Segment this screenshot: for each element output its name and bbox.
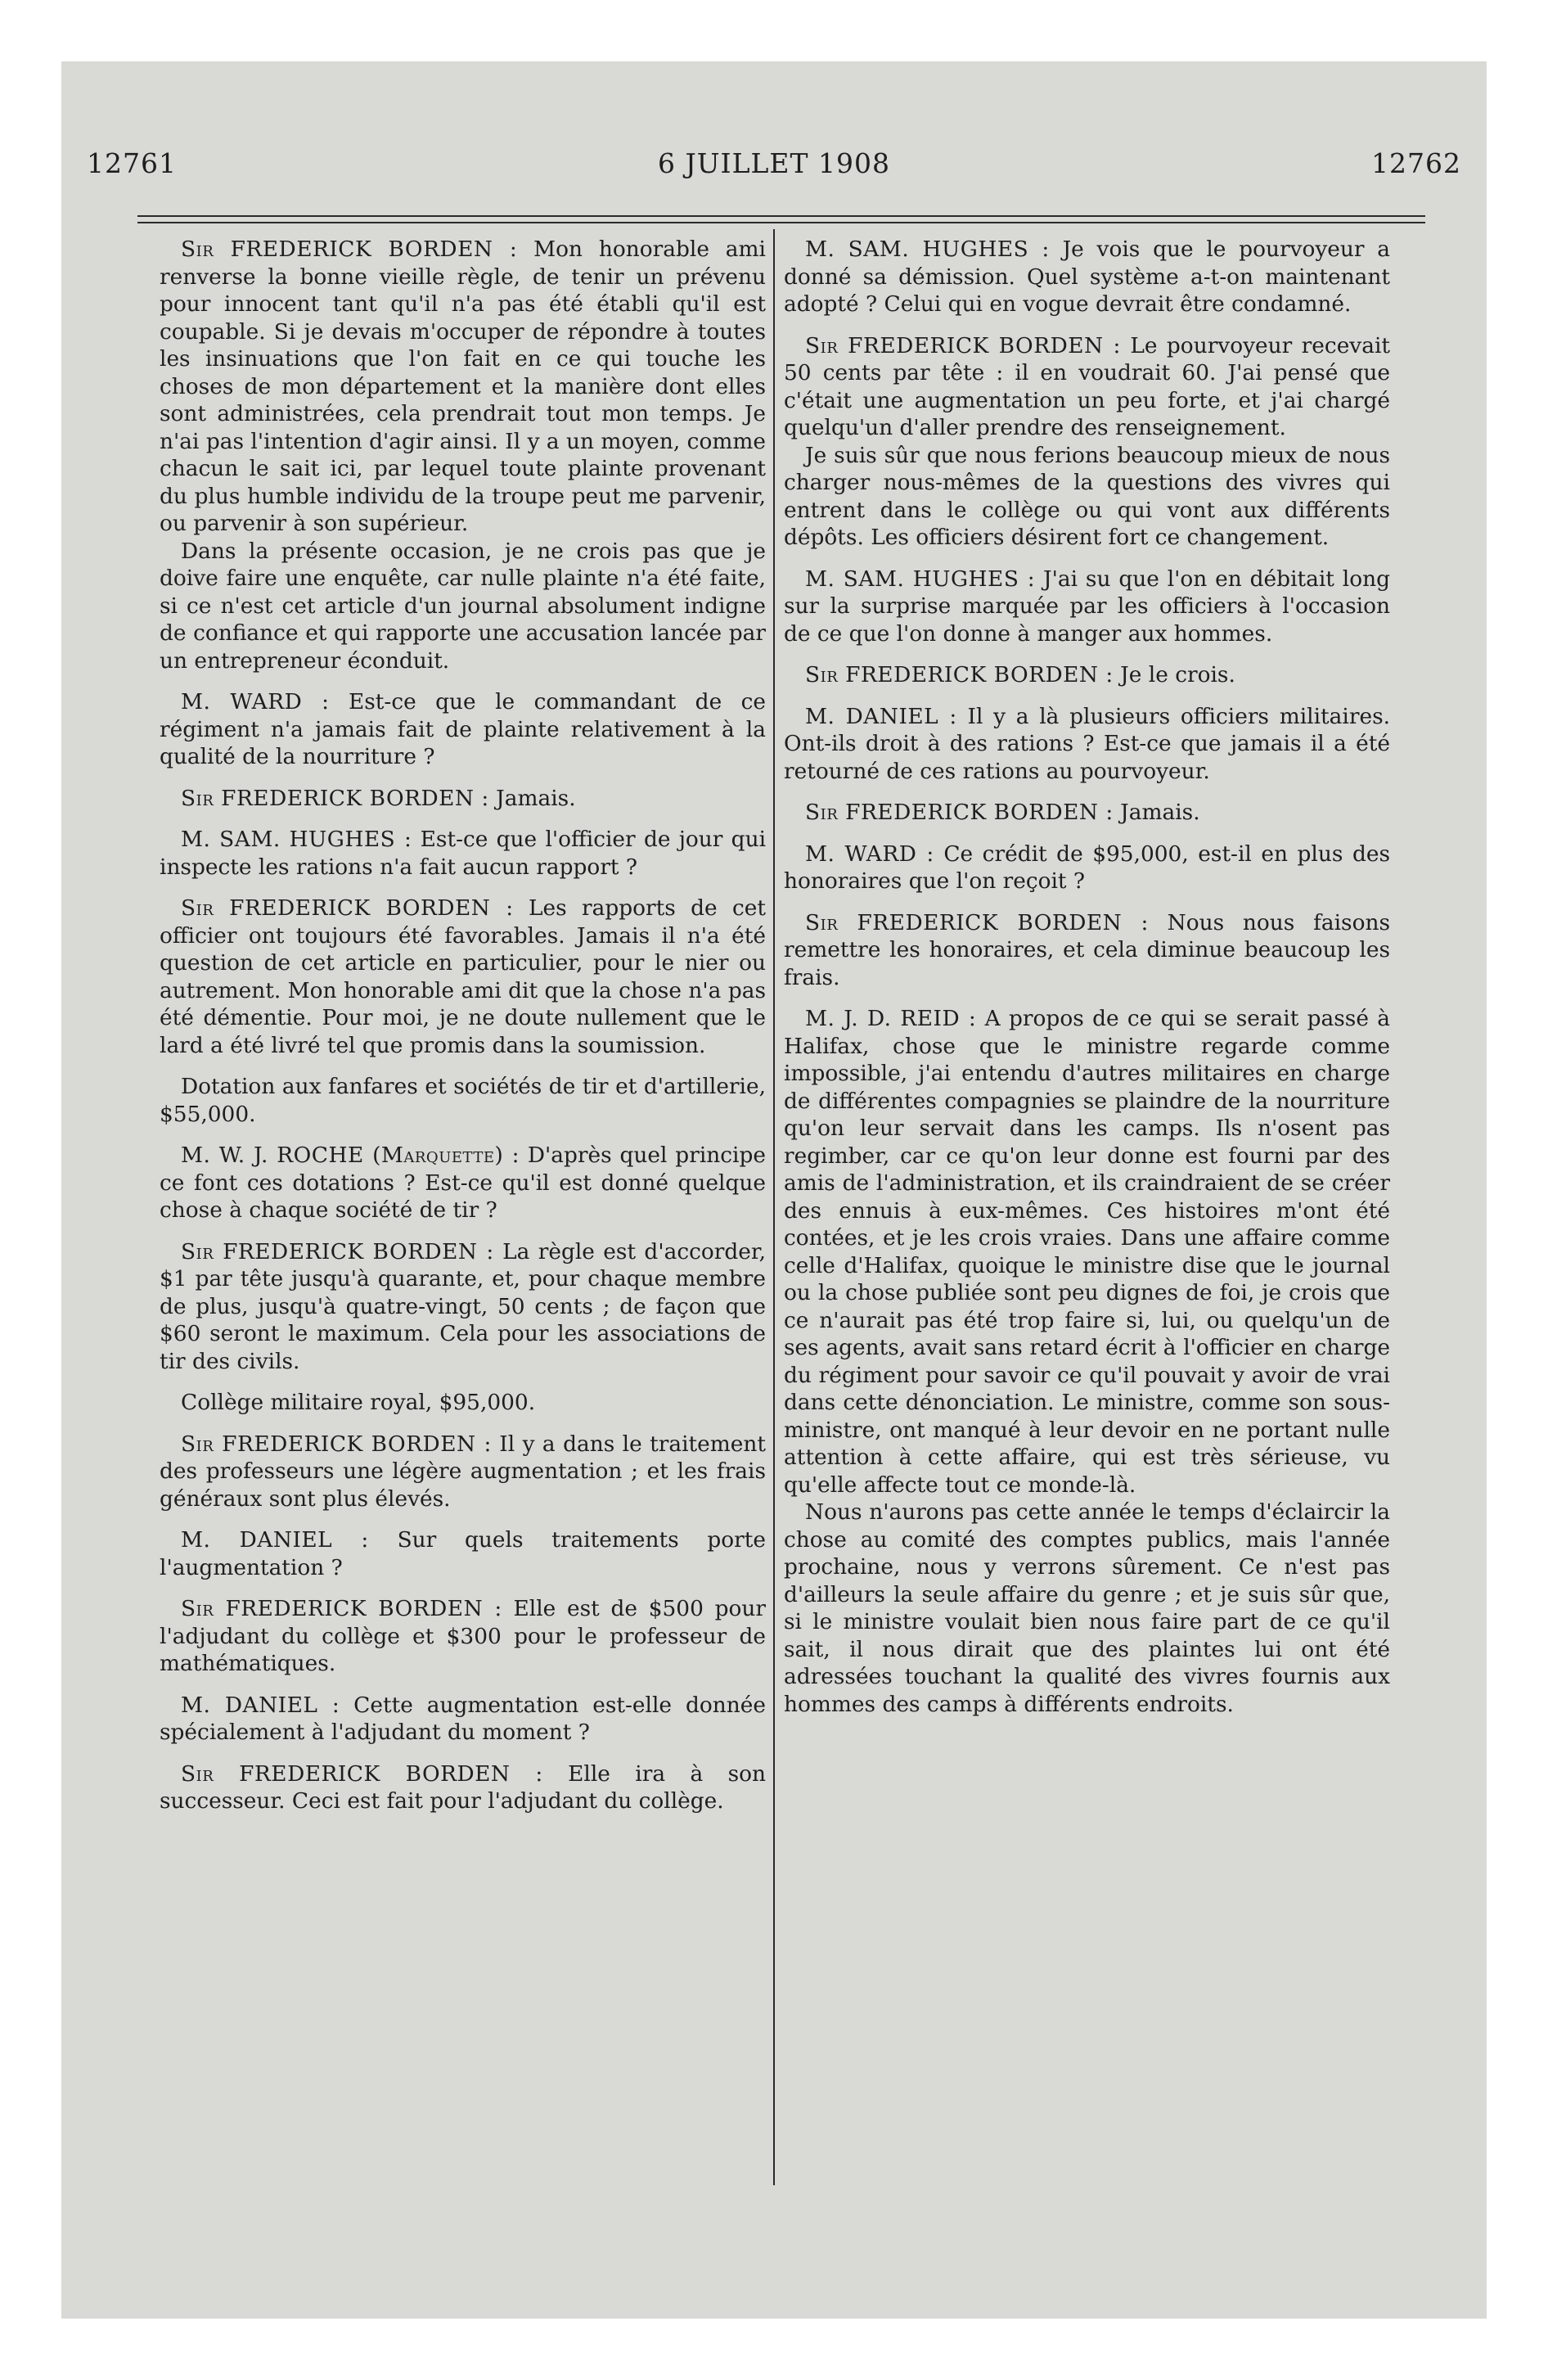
speaker: Sir FREDERICK BORDEN : bbox=[181, 1431, 492, 1457]
speech: Elle est de $500 pour l'adjudant du collège et $300 pour le professeur de mathématiques. bbox=[160, 1596, 767, 1676]
paragraph bbox=[784, 909, 1390, 992]
paragraph bbox=[160, 1431, 766, 1513]
speaker: Sir FREDERICK BORDEN : bbox=[181, 785, 489, 811]
paragraph bbox=[784, 799, 1390, 827]
speaker: Sir FREDERICK BORDEN : bbox=[181, 1238, 494, 1264]
paragraph bbox=[784, 661, 1390, 689]
speech: Les rapports de cet officier ont toujours été favorables. Jamais il n'a été question de cet article en particulier, pour le nier ou autrement. Mon honorable ami dit que la chose n'a pas été démentie. Pour moi, je ne doute nullement que le lard a été livré tel que promis dans la soumission. bbox=[160, 895, 766, 1058]
speaker: Sir FREDERICK BORDEN : bbox=[181, 895, 514, 921]
speaker: M. SAM. HUGHES : bbox=[181, 827, 412, 852]
speaker: Sir FREDERICK BORDEN : bbox=[805, 800, 1114, 825]
budget-item-text: Dotation aux fanfares et sociétés de tir et d'artillerie, $55,000. bbox=[160, 1074, 766, 1127]
speech: Il y a dans le traitement des professeurs une légère augmentation ; et les frais généraux sont plus élevés. bbox=[160, 1431, 766, 1512]
paragraph bbox=[784, 703, 1390, 786]
speech: La règle est d'accorder, $1 par tête jusqu'à quarante, et, pour chaque membre de plus, jusqu'à quatre-vingt, 50 cents ; de façon que $60 seront le maximum. Cela pour les associations de tir des civils. bbox=[160, 1238, 766, 1374]
speaker: M. SAM. HUGHES : bbox=[805, 237, 1050, 262]
speech: Nous nous faisons remettre les honoraires, et cela diminue beaucoup les frais. bbox=[784, 909, 1391, 990]
speaker: Sir FREDERICK BORDEN : bbox=[181, 1760, 543, 1787]
paragraph bbox=[160, 1692, 766, 1747]
header-rule-bottom bbox=[137, 222, 1425, 223]
budget-item bbox=[160, 1389, 766, 1417]
speaker: Sir FREDERICK BORDEN : bbox=[805, 909, 1149, 935]
paragraph bbox=[784, 566, 1390, 648]
paragraph bbox=[784, 1499, 1390, 1718]
paragraph bbox=[784, 841, 1390, 895]
speech: Je suis sûr que nous ferions beaucoup mieux de nous charger nous-mêmes de la questions des vivres qui entrent dans le collège ou qui vont aux différents dépôts. Les officiers désirent fort ce changement. bbox=[784, 442, 1390, 550]
speaker: M. SAM. HUGHES : bbox=[805, 566, 1036, 592]
speech: Le pourvoyeur recevait 50 cents par tête : il en voudrait 60. J'ai pensé que c'était une augmentation un peu forte, et j'ai chargé quelqu'un d'aller prendre des renseignement. bbox=[784, 332, 1390, 440]
speech: Cette augmentation est-elle donnée spécialement à l'adjudant du moment ? bbox=[160, 1692, 766, 1745]
page-header bbox=[87, 147, 1461, 183]
speaker: M. WARD : bbox=[805, 841, 934, 867]
speech: Je le crois. bbox=[1120, 662, 1235, 687]
right-column bbox=[784, 236, 1390, 1718]
speaker: Sir FREDERICK BORDEN : bbox=[181, 1596, 502, 1621]
paragraph bbox=[160, 1142, 766, 1224]
speaker: M. DANIEL : bbox=[181, 1692, 340, 1718]
paragraph bbox=[160, 1238, 766, 1376]
budget-item bbox=[160, 1073, 766, 1128]
speaker: Sir FREDERICK BORDEN : bbox=[805, 662, 1114, 687]
speaker: M. DANIEL : bbox=[805, 703, 957, 729]
speaker: Sir FREDERICK BORDEN : bbox=[181, 237, 518, 262]
speech: Est-ce que l'officier de jour qui inspecte les rations n'a fait aucun rapport ? bbox=[160, 827, 767, 880]
paragraph bbox=[160, 895, 766, 1059]
page-date: 6 JUILLET 1908 bbox=[658, 147, 890, 179]
paragraph bbox=[160, 826, 766, 881]
speaker: M. WARD : bbox=[181, 689, 330, 714]
paragraph bbox=[784, 332, 1390, 442]
speech: Elle ira à son successeur. Ceci est fait pour l'adjudant du collège. bbox=[160, 1760, 767, 1814]
speech: Jamais. bbox=[496, 785, 576, 811]
paragraph bbox=[784, 1005, 1390, 1499]
paragraph bbox=[160, 538, 766, 675]
speech: A propos de ce qui se serait passé à Halifax, chose que le ministre regarde comme impossible, j'ai entendu d'autres militaires en charge de différentes compagnies se plaindre de la nourriture qu'on leur servait dans les camps. Ils n'osent pas regimber, car ce qu'on leur donne est fourni par des amis de l'administration, et ils craindraient de se créer des ennuis à eux-mêmes. Ces histoires m'ont été contées, et je les crois vraies. Dans une affaire comme celle d'Halifax, quoique le ministre dise que le journal ou la chose publiée sont peu dignes de foi, je crois que ce n'aurait pas été trop faire si, lui, ou quelqu'un de ses agents, avait sans retard écrit à l'officier en charge du régiment pour savoir ce qu'il pouvait y avoir de vrai dans cette dénonciation. Le ministre, comme son sous-ministre, ont manqué à leur devoir en ne portant nulle attention à cette affaire, qui est très sérieuse, vu qu'elle affecte tout ce monde-là. bbox=[784, 1006, 1391, 1498]
paragraph bbox=[160, 1526, 766, 1581]
page-number-left: 12761 bbox=[87, 147, 177, 179]
paragraph bbox=[160, 236, 766, 538]
speech: Il y a là plusieurs officiers militaires. Ont-ils droit à des rations ? Est-ce que jamais il a été retourné de ces rations au pourvoyeur. bbox=[784, 703, 1390, 784]
speech: Jamais. bbox=[1120, 800, 1200, 825]
speech: Dans la présente occasion, je ne crois pas que je doive faire une enquête, car nulle plainte n'a été faite, si ce n'est cet article d'un journal absolument indigne de confiance et qui rapporte une accusation lancée par un entrepreneur éconduit. bbox=[160, 538, 766, 674]
speech: Mon honorable ami renverse la bonne vieille règle, de tenir un prévenu pour innocent tant qu'il n'a pas été établi qu'il est coupable. Si je devais m'occuper de répondre à toutes les insinuations que l'on fait en ce qui touche les choses de mon département et la manière dont elles sont administrées, cela prendrait tout mon temps. Je n'ai pas l'intention d'agir ainsi. Il y a un moyen, comme chacun le sait ici, par lequel toute plainte provenant du plus humble individu de la troupe peut me parvenir, ou parvenir à son supérieur. bbox=[160, 237, 767, 536]
paragraph bbox=[160, 785, 766, 813]
page-number-right: 12762 bbox=[1371, 147, 1461, 179]
left-column bbox=[160, 236, 766, 1815]
paragraph bbox=[784, 236, 1390, 318]
speech: Sur quels traitements porte l'augmentation ? bbox=[160, 1527, 766, 1580]
budget-item-text: Collège militaire royal, $95,000. bbox=[181, 1390, 536, 1415]
paragraph bbox=[160, 1595, 766, 1678]
speech: J'ai su que l'on en débitait long sur la surprise marquée par les officiers à l'occasion de ce que l'on donne à manger aux hommes. bbox=[784, 566, 1390, 647]
speaker: M. DANIEL : bbox=[181, 1527, 369, 1553]
speaker: M. J. D. REID : bbox=[805, 1006, 977, 1031]
header-rule-top bbox=[137, 215, 1425, 217]
speech: Nous n'aurons pas cette année le temps d'éclaircir la chose au comité des comptes publics, mais l'année prochaine, nous y verrons sûrement. Ce n'est pas d'ailleurs la seule affaire du genre ; et je suis sûr que, si le ministre voulait bien nous faire part de ce qu'il sait, il nous dirait que des plaintes lui ont été adressées touchant la qualité des vivres fournis aux hommes des camps à différents endroits. bbox=[784, 1499, 1390, 1717]
column-divider bbox=[773, 229, 775, 2185]
speech: D'après quel principe ce font ces dotations ? Est-ce qu'il est donné quelque chose à chaque société de tir ? bbox=[160, 1143, 766, 1223]
speaker: M. W. J. ROCHE (Marquette) : bbox=[181, 1143, 520, 1168]
paragraph bbox=[784, 442, 1390, 552]
paragraph bbox=[160, 688, 766, 771]
speech: Est-ce que le commandant de ce régiment n'a jamais fait de plainte relativement à la qualité de la nourriture ? bbox=[160, 689, 767, 769]
paragraph bbox=[160, 1760, 766, 1815]
speech: Je vois que le pourvoyeur a donné sa démission. Quel système a-t-on maintenant adopté ? Celui qui en vogue devrait être condamné. bbox=[784, 237, 1390, 317]
speech: Ce crédit de $95,000, est-il en plus des honoraires que l'on reçoit ? bbox=[784, 841, 1391, 894]
speaker: Sir FREDERICK BORDEN : bbox=[805, 332, 1121, 358]
